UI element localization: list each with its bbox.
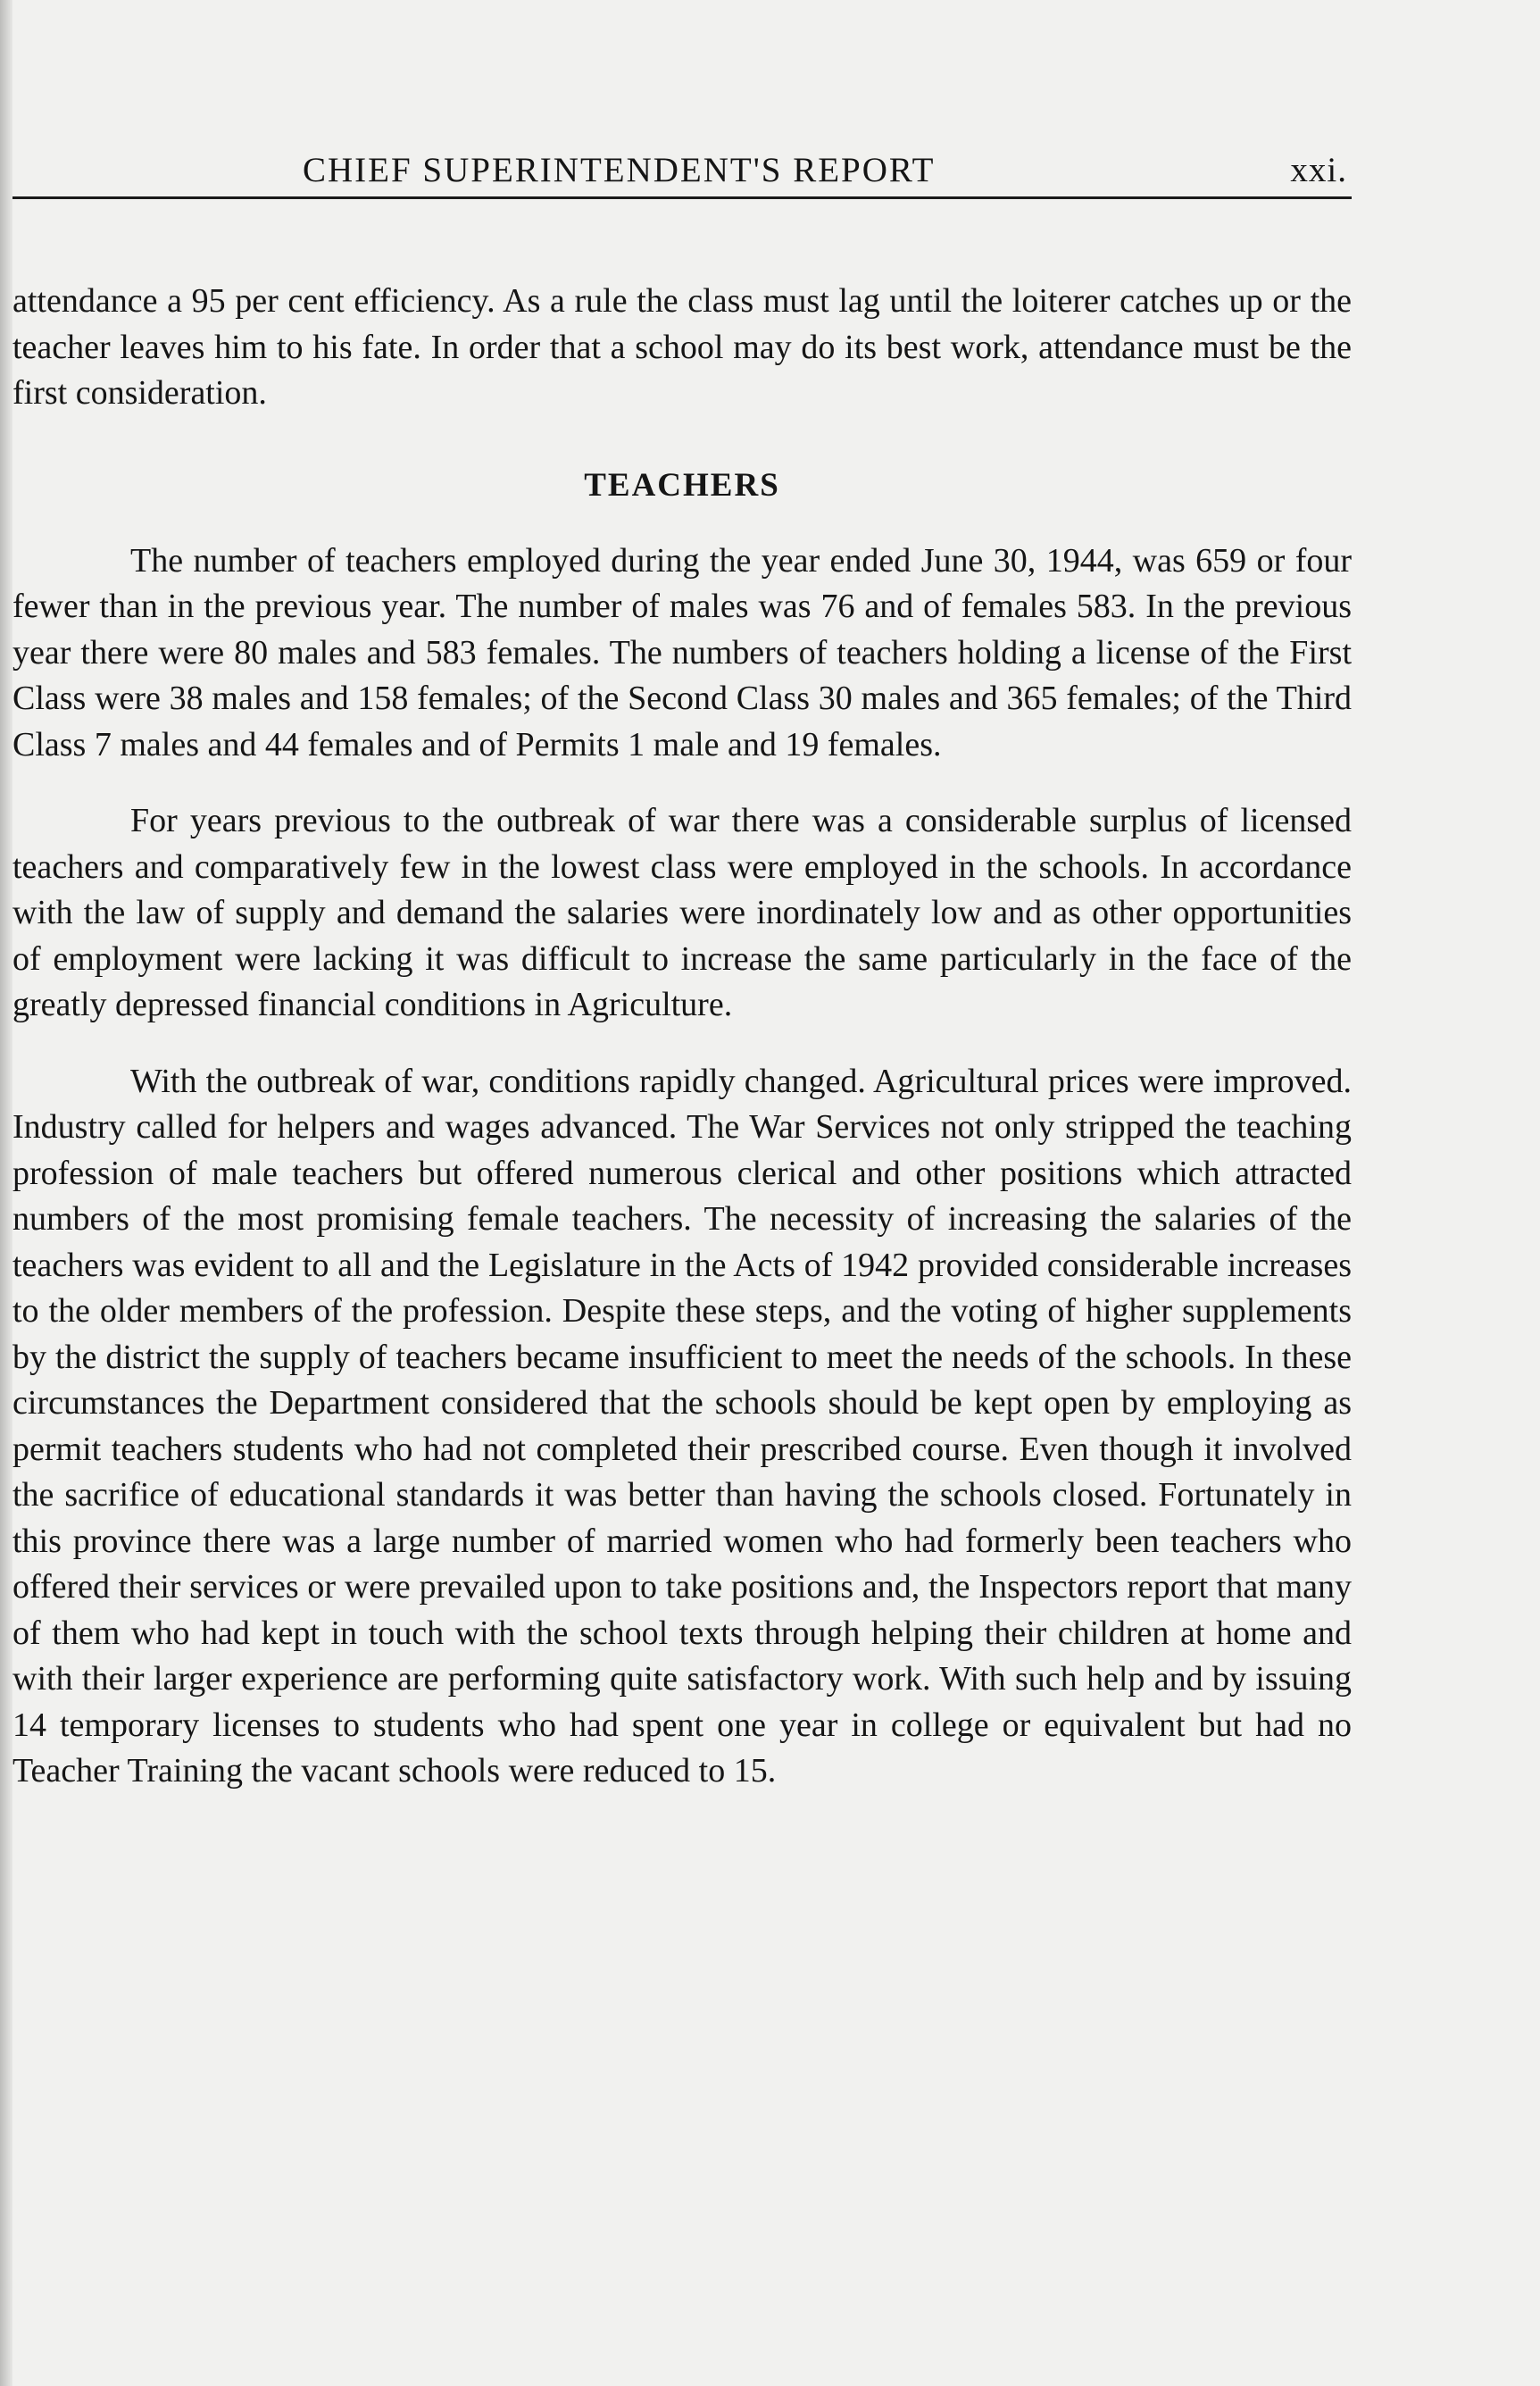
paragraph-teacher-numbers: The number of teachers employed during the year ended June 30, 1944, was 659 or four fewer than in the previous year. The number of males was 76 and of females 583. In the previous year there were 80 males and 583 females. The numbers of teachers holding a license of the First Class were 38 males and 158 females; of the Second Class 30 males and 365 females; of the Third Class 7 males and 44 females and of Permits 1 male and 19 females. xyxy=(12,541,1352,763)
section-heading-block xyxy=(12,463,1352,508)
paragraph-prewar-surplus: For years previous to the outbreak of war there was a considerable surplus of licensed teachers and comparatively few in the lowest class were employed in the schools. In accordance with the law of supply and demand the salaries were inordinately low and as other opportunities of employment were lacking it was difficult to increase the same particularly in the face of the greatly depressed financial conditions in Agriculture. xyxy=(12,802,1352,1023)
running-title: CHIEF SUPERINTENDENT'S REPORT xyxy=(303,151,936,189)
body-text xyxy=(12,279,1352,1825)
page-number: xxi. xyxy=(1290,151,1347,189)
continued-paragraph: attendance a 95 per cent efficiency. As a rule the class must lag until the loiterer catches up or the teacher leaves him to his fate. In order that a school may do its best work, attendance must be the first consideration. xyxy=(12,282,1352,412)
paragraph-war-conditions: With the outbreak of war, conditions rapidly changed. Agricultural prices were improved. Industry called for helpers and wages advanced. The War Services not only stripped the teaching profession of male teachers but offered numerous clerical and other positions which attracted numbers of the most promising female teachers. The necessity of increasing the salaries of the teachers was evident to all and the Legislature in the Acts of 1942 provided considerable increases to the older members of the profession. Despite these steps, and the voting of higher supplements by the district the supply of teachers became insufficient to meet the needs of the schools. In these circumstances the Department considered that the schools should be kept open by employing as permit teachers students who had not completed their prescribed course. Even though it involved the sacrifice of educational standards it was better than having the schools closed. Fortunately in this province there was a large number of married women who had formerly been teachers who offered their services or were prevailed upon to take positions and, the Inspectors report that many of them who had kept in touch with the school texts through helping their children at home and with their larger experience are performing quite satisfactory work. With such help and by issuing 14 temporary licenses to students who had spent one year in college or equivalent but had no Teacher Training the vacant schools were reduced to 15. xyxy=(12,1062,1352,1790)
running-head xyxy=(12,146,1352,199)
page-binding-edge xyxy=(0,0,12,2386)
document-page xyxy=(12,0,1352,2386)
section-heading: TEACHERS xyxy=(584,466,780,504)
